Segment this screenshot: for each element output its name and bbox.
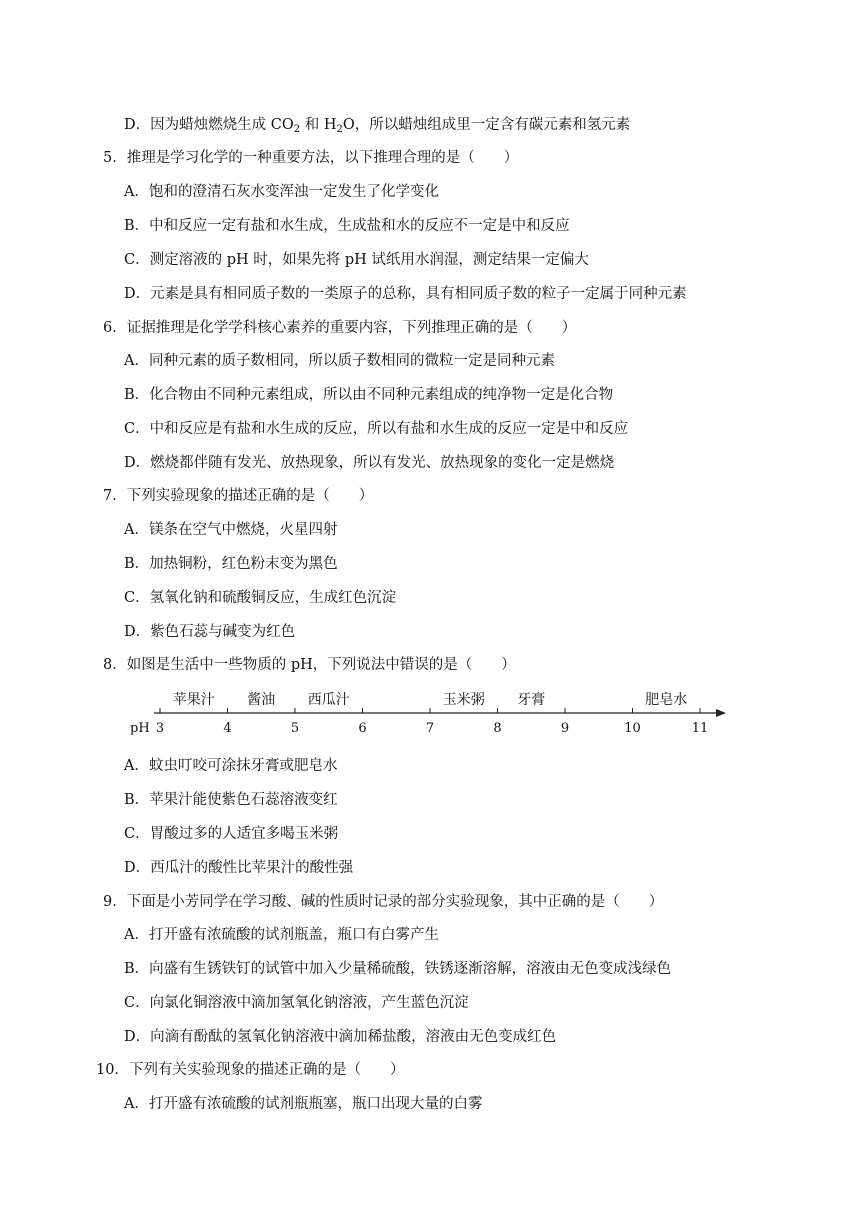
q6-option-c: C．中和反应是有盐和水生成的反应，所以有盐和水生成的反应一定是中和反应: [124, 421, 629, 437]
ph-tick-label: 5: [290, 721, 300, 736]
q5-option-a: A．饱和的澄清石灰水变浑浊一定发生了化学变化: [124, 184, 439, 200]
option-text-part: O，所以蜡烛组成里一定含有碳元素和氢元素: [342, 117, 631, 133]
q9-option-b: B．向盛有生锈铁钉的试管中加入少量稀硫酸，铁锈逐渐溶解，溶液由无色变成浅绿色: [124, 961, 672, 977]
ph-tick-label: 9: [560, 721, 570, 736]
q8-option-d: D．西瓜汁的酸性比苹果汁的酸性强: [124, 860, 354, 876]
q7-option-a: A．镁条在空气中燃烧，火星四射: [124, 522, 338, 538]
q7-option-c: C．氢氧化钠和硫酸铜反应，生成红色沉淀: [124, 590, 397, 606]
ph-tick-label: 8: [493, 721, 502, 736]
q6-option-d: D．燃烧都伴随有发光、放热现象，所以有发光、放热现象的变化一定是燃烧: [124, 455, 615, 471]
ph-substance-label: 苹果汁: [172, 692, 215, 708]
ph-tick-label: 6: [358, 721, 367, 736]
q7-option-b: B．加热铜粉，红色粉末变为黑色: [124, 556, 338, 572]
q6-option-a: A．同种元素的质子数相同，所以质子数相同的微粒一定是同种元素: [124, 353, 555, 369]
q8-option-c: C．胃酸过多的人适宜多喝玉米粥: [124, 826, 339, 842]
q9-stem: 9．下面是小芳同学在学习酸、碱的性质时记录的部分实验现象，其中正确的是（ ）: [103, 894, 664, 910]
ph-substance-label: 牙膏: [517, 692, 546, 708]
q6-stem: 6．证据推理是化学学科核心素养的重要内容，下列推理正确的是（ ）: [103, 320, 577, 336]
q9-option-d: D．向滴有酚酞的氢氧化钠溶液中滴加稀盐酸，溶液由无色变成红色: [124, 1029, 557, 1045]
q5-option-b: B．中和反应一定有盐和水生成，生成盐和水的反应不一定是中和反应: [124, 218, 570, 234]
ph-substance-label: 肥皂水: [645, 692, 688, 708]
q8-stem: 8．如图是生活中一些物质的 pH，下列说法中错误的是（ ）: [103, 657, 516, 673]
q5-stem: 5．推理是学习化学的一种重要方法，以下推理合理的是（ ）: [103, 150, 519, 166]
q7-stem: 7．下列实验现象的描述正确的是（ ）: [103, 488, 374, 504]
ph-axis-label: pH: [130, 721, 150, 736]
q10-stem: 10．下列有关实验现象的描述正确的是（ ）: [96, 1062, 405, 1078]
ph-axis-arrow: [716, 709, 726, 717]
q7-option-d: D．紫色石蕊与碱变为红色: [124, 624, 296, 640]
ph-tick-marks: [156, 708, 708, 736]
ph-scale-diagram: [128, 686, 728, 736]
q5-option-d: D．元素是具有相同质子数的一类原子的总称，具有相同质子数的粒子一定属于同种元素: [124, 286, 687, 302]
q10-option-a: A．打开盛有浓硫酸的试剂瓶瓶塞，瓶口出现大量的白雾: [124, 1096, 483, 1112]
subscript: 2: [293, 124, 301, 135]
option-text-part: 和 H: [300, 117, 337, 133]
q9-option-a: A．打开盛有浓硫酸的试剂瓶盖，瓶口有白雾产生: [124, 927, 439, 943]
ph-substance-label: 西瓜汁: [307, 692, 350, 708]
option-letter: D．: [124, 117, 151, 133]
ph-substance-labels: [173, 691, 688, 708]
option-text-part: 因为蜡烛燃烧生成 CO: [150, 117, 294, 133]
ph-substance-label: 玉米粥: [442, 692, 485, 708]
ph-tick-label: 3: [155, 721, 165, 736]
subscript: 2: [336, 124, 343, 135]
ph-tick-label: 10: [624, 721, 641, 736]
ph-tick-label: 11: [691, 721, 709, 736]
ph-tick-label: 4: [223, 721, 232, 736]
ph-substance-label: 酱油: [247, 692, 276, 708]
ph-tick-label: 7: [425, 721, 435, 736]
q6-option-b: B．化合物由不同种元素组成，所以由不同种元素组成的纯净物一定是化合物: [124, 387, 614, 403]
q4-option-d: [124, 115, 630, 135]
q8-option-b: B．苹果汁能使紫色石蕊溶液变红: [124, 792, 338, 808]
q5-option-c: C．测定溶液的 pH 时，如果先将 pH 试纸用水润湿，测定结果一定偏大: [124, 252, 589, 268]
q9-option-c: C．向氯化铜溶液中滴加氢氧化钠溶液，产生蓝色沉淀: [124, 995, 469, 1011]
q8-option-a: A．蚊虫叮咬可涂抹牙膏或肥皂水: [124, 758, 338, 774]
